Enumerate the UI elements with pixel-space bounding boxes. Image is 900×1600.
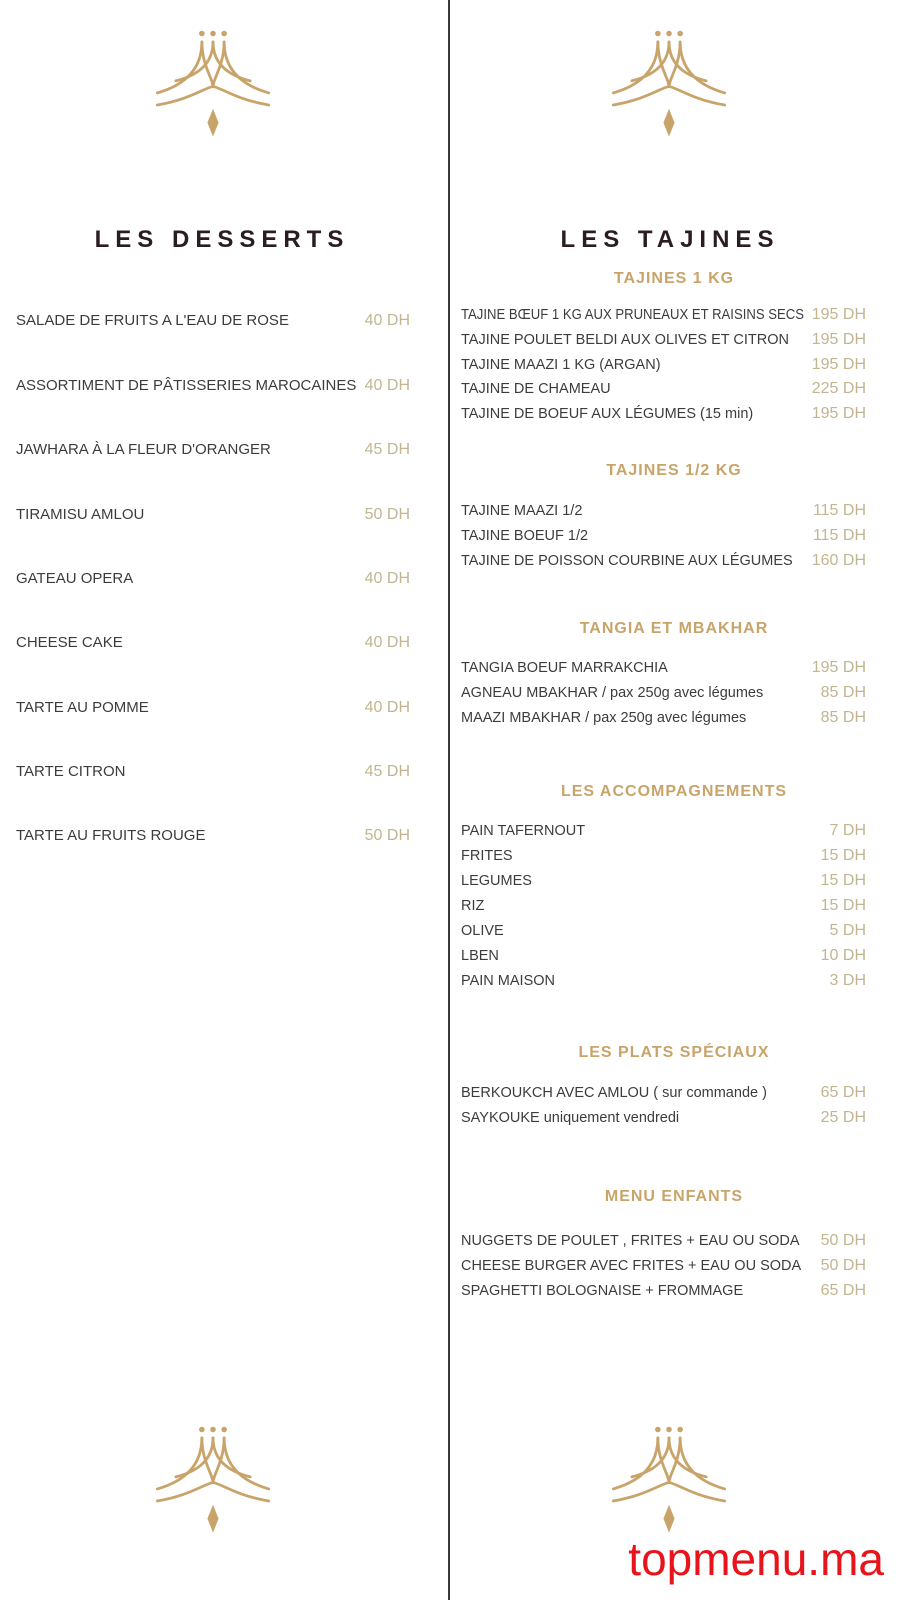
- item-price: 40 DH: [364, 312, 410, 329]
- item-price: 85 DH: [820, 709, 866, 726]
- item-name: LBEN: [461, 948, 499, 964]
- item-name: GATEAU OPERA: [16, 570, 134, 587]
- item-name: SALADE DE FRUITS A L'EAU DE ROSE: [16, 312, 289, 329]
- item-name: TAJINE MAAZI 1/2: [461, 503, 583, 519]
- item-price: 45 DH: [364, 763, 410, 780]
- item-price: 65 DH: [820, 1282, 866, 1299]
- menu-item: [461, 897, 866, 915]
- item-price: 50 DH: [364, 506, 410, 523]
- item-price: 3 DH: [829, 972, 866, 989]
- item-name: OLIVE: [461, 923, 504, 939]
- menu-item: [461, 380, 866, 398]
- item-name: PAIN MAISON: [461, 973, 555, 989]
- menu-item: [16, 699, 410, 717]
- item-price: 40 DH: [364, 377, 410, 394]
- item-name: TAJINE DE CHAMEAU: [461, 381, 611, 397]
- crown-ornament-icon: [148, 1410, 278, 1540]
- menu-item: [16, 441, 410, 459]
- item-price: 7 DH: [829, 822, 866, 839]
- item-name: TAJINE POULET BELDI AUX OLIVES ET CITRON: [461, 332, 789, 348]
- crown-ornament-icon: [148, 14, 278, 144]
- item-price: 15 DH: [820, 897, 866, 914]
- watermark: topmenu.ma: [628, 1533, 884, 1585]
- item-price: 10 DH: [820, 947, 866, 964]
- menu-item: [461, 684, 866, 702]
- item-price: 225 DH: [811, 380, 866, 397]
- menu-item: [16, 763, 410, 781]
- item-price: 15 DH: [820, 847, 866, 864]
- menu-item: [461, 1232, 866, 1250]
- menu-item: [461, 659, 866, 677]
- menu-item: [461, 847, 866, 865]
- item-name: SAYKOUKE uniquement vendredi: [461, 1110, 680, 1126]
- item-price: 50 DH: [364, 827, 410, 844]
- menu-item: [461, 356, 866, 374]
- menu-item: [16, 312, 410, 330]
- item-price: 25 DH: [820, 1109, 866, 1126]
- item-name: MAAZI MBAKHAR / pax 250g avec légumes: [461, 710, 747, 726]
- item-name: LEGUMES: [461, 873, 532, 889]
- page-title: LES DESSERTS: [94, 226, 350, 253]
- item-price: 45 DH: [364, 441, 410, 458]
- item-price: 115 DH: [812, 502, 866, 519]
- desserts-column: [0, 0, 448, 1600]
- item-price: 195 DH: [811, 356, 866, 373]
- menu-item: [461, 331, 866, 349]
- menu-item: [461, 947, 866, 965]
- item-name: FRITES: [461, 848, 513, 864]
- section-heading: LES PLATS SPÉCIAUX: [578, 1044, 770, 1061]
- item-price: 195 DH: [811, 331, 866, 348]
- section-heading: TAJINES 1/2 KG: [606, 462, 742, 479]
- section-heading: TANGIA ET MBAKHAR: [579, 620, 769, 637]
- item-price: 85 DH: [820, 684, 866, 701]
- item-price: 5 DH: [829, 922, 866, 939]
- item-name: CHEESE CAKE: [16, 634, 123, 651]
- item-name: TAJINE DE BOEUF AUX LÉGUMES (15 min): [461, 406, 754, 422]
- item-price: 40 DH: [364, 570, 410, 587]
- item-price: 40 DH: [364, 699, 410, 716]
- menu-item: [461, 972, 866, 990]
- item-name: BERKOUKCH AVEC AMLOU ( sur commande ): [461, 1085, 767, 1101]
- item-name: TARTE AU POMME: [16, 699, 149, 716]
- item-name: TAJINE DE POISSON COURBINE AUX LÉGUMES: [461, 553, 793, 569]
- item-price: 50 DH: [820, 1232, 866, 1249]
- item-name: SPAGHETTI BOLOGNAISE + FROMMAGE: [461, 1283, 744, 1299]
- menu-item: [461, 527, 866, 545]
- menu-item: [461, 502, 866, 520]
- item-price: 195 DH: [811, 659, 866, 676]
- crown-ornament-icon: [604, 1410, 734, 1540]
- menu-item: [461, 872, 866, 890]
- item-name: TAJINE MAAZI 1 KG (ARGAN): [461, 357, 661, 373]
- item-price: 195 DH: [811, 405, 866, 422]
- item-name: JAWHARA À LA FLEUR D'ORANGER: [16, 441, 271, 458]
- item-price: 50 DH: [820, 1257, 866, 1274]
- menu-item: [16, 570, 410, 588]
- menu-item: [461, 306, 866, 324]
- item-name: ASSORTIMENT DE PÂTISSERIES MAROCAINES: [16, 377, 357, 394]
- menu-item: [461, 1084, 866, 1102]
- item-price: 195 DH: [811, 306, 866, 323]
- item-name: PAIN TAFERNOUT: [461, 823, 586, 839]
- menu-item: [461, 709, 866, 727]
- item-name: TARTE AU FRUITS ROUGE: [16, 827, 206, 844]
- item-price: 115 DH: [812, 527, 866, 544]
- menu-item: [16, 634, 410, 652]
- item-name: TIRAMISU AMLOU: [16, 506, 145, 523]
- menu-item: [16, 506, 410, 524]
- item-price: 160 DH: [811, 552, 866, 569]
- menu-item: [461, 1257, 866, 1275]
- crown-ornament-icon: [604, 14, 734, 144]
- section-heading: TAJINES 1 KG: [613, 270, 735, 287]
- page-title: LES TAJINES: [560, 226, 780, 253]
- tajines-column: [450, 0, 900, 1600]
- menu-item: [461, 552, 866, 570]
- menu-item: [16, 827, 410, 845]
- menu-item: [16, 377, 410, 395]
- section-heading: LES ACCOMPAGNEMENTS: [560, 783, 788, 800]
- item-name: TARTE CITRON: [16, 763, 126, 780]
- item-name: NUGGETS DE POULET , FRITES + EAU OU SODA: [461, 1233, 800, 1249]
- item-price: 40 DH: [364, 634, 410, 651]
- item-name: TAJINE BOEUF 1/2: [461, 528, 589, 544]
- menu-item: [461, 405, 866, 423]
- item-name: AGNEAU MBAKHAR / pax 250g avec légumes: [461, 685, 764, 701]
- item-name: TANGIA BOEUF MARRAKCHIA: [461, 660, 668, 676]
- item-price: 15 DH: [820, 872, 866, 889]
- item-name: CHEESE BURGER AVEC FRITES + EAU OU SODA: [461, 1258, 802, 1274]
- menu-item: [461, 822, 866, 840]
- menu-item: [461, 922, 866, 940]
- item-name: TAJINE BŒUF 1 KG AUX PRUNEAUX ET RAISINS SECS: [461, 307, 804, 323]
- section-heading: MENU ENFANTS: [604, 1188, 744, 1205]
- item-name: RIZ: [461, 898, 485, 914]
- item-price: 65 DH: [820, 1084, 866, 1101]
- menu-item: [461, 1109, 866, 1127]
- menu-item: [461, 1282, 866, 1300]
